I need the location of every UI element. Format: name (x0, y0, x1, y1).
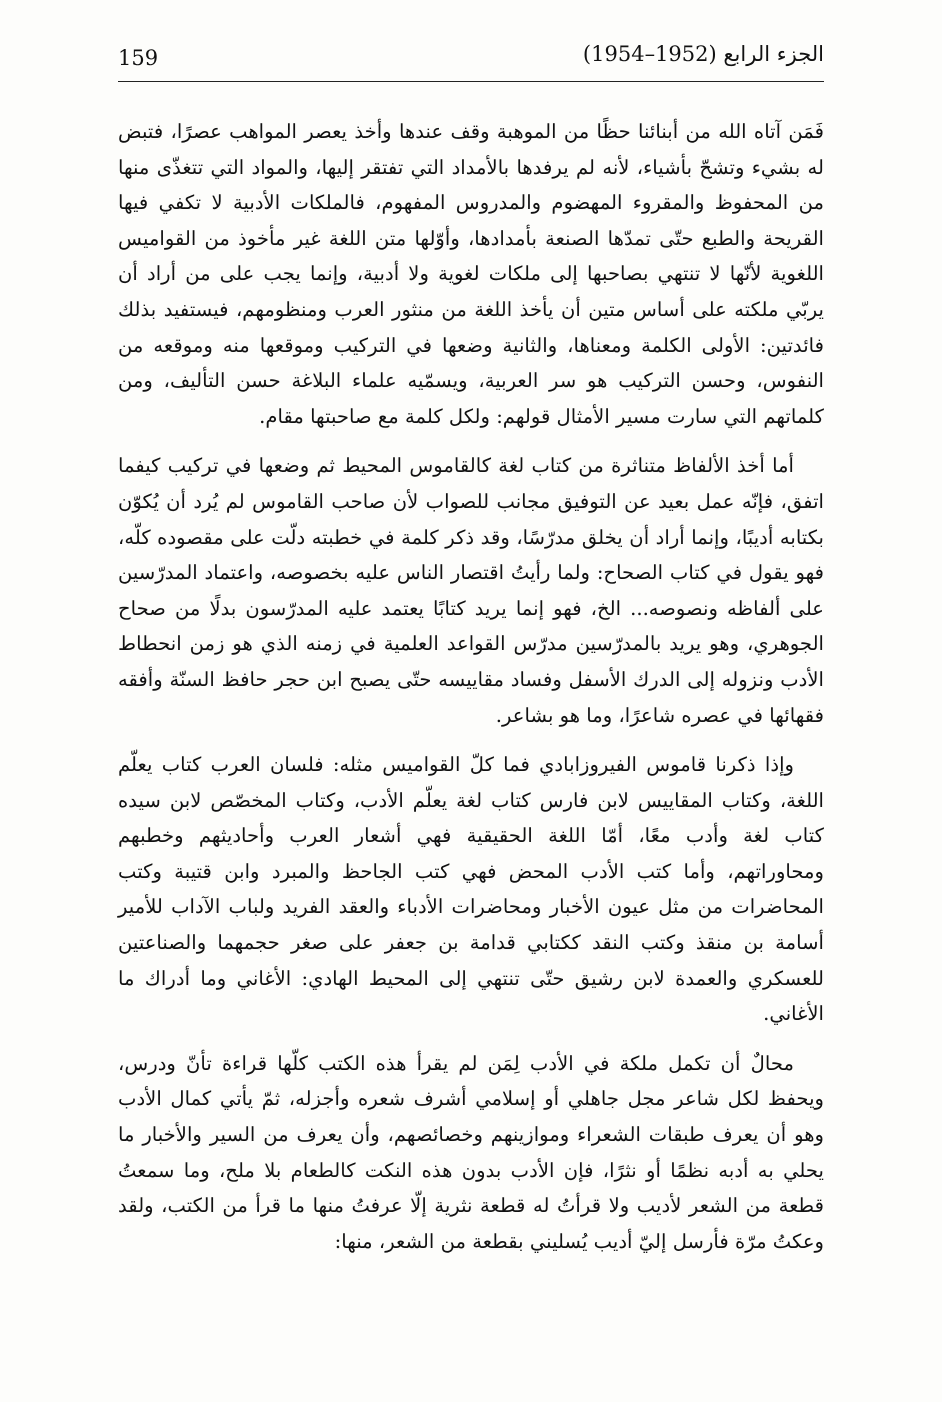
page-number: 159 (118, 46, 159, 70)
paragraph-3: وإذا ذكرنا قاموس الفيروزابادي فما كلّ القواميس مثله: فلسان العرب كتاب يعلّم اللغة، وكتاب المقاييس لابن فارس كتاب لغة يعلّم الأدب، وكتاب المخصّص لابن سيده كتاب لغة وأدب معًا، أمّا اللغة الحقيقية فهي أشعار العرب وأحاديثهم وخطبهم ومحاوراتهم، وأما كتب الأدب المحض فهي كتب الجاحظ والمبرد وابن قتيبة وكتب المحاضرات من مثل عيون الأخبار ومحاضرات الأدباء والعقد الفريد ولباب الآداب للأمير أسامة بن منقذ وكتب النقد ككتابي قدامة بن جعفر على صغر حجمهما والصناعتين للعسكري والعمدة لابن رشيق حتّى تنتهي إلى المحيط الهادي: الأغاني وما أدراك ما الأغاني. (118, 753, 824, 1026)
paragraph-1: فَمَن آتاه الله من أبنائنا حظًا من الموهبة وقف عندها وأخذ يعصر المواهب عصرًا، فتبض له بشيء وتشحّ بأشياء، لأنه لم يرفدها بالأمداد التي تفتقر إليها، والمواد التي تتغذّى منها من المحفوظ والمقروء المهضوم والمدروس المفهوم، فالملكات الأدبية لا تكفي فيها القريحة والطبع حتّى تمدّها الصنعة بأمدادها، وأوّلها متن اللغة غير مأخوذ من القواميس اللغوية لأنّها لا تنتهي بصاحبها إلى ملكات لغوية ولا أدبية، وإنما يجب على من أراد أن يربّي ملكته على أساس متين أن يأخذ اللغة من منثور العرب ومنظومهم، فيستفيد بذلك فائدتين: الأولى الكلمة ومعناها، والثانية وضعها في التركيب وموقعها منه وموقعه من النفوس، وحسن التركيب هو سر العربية، ويسمّيه علماء البلاغة حسن التأليف، ومن كلماتهم التي سارت مسير الأمثال قولهم: ولكل كلمة مع صاحبتها مقام. (118, 120, 824, 428)
paragraph-4: محالٌ أن تكمل ملكة في الأدب لِمَن لم يقرأ هذه الكتب كلّها قراءة تأنّ ودرس، ويحفظ لكل شاعر مجل جاهلي أو إسلامي أشرف شعره وأجزله، ثمّ يأتي كمال الأدب وهو أن يعرف طبقات الشعراء وموازينهم وخصائصهم، وأن يعرف من السير والأخبار ما يحلي به أدبه نظمًا أو نثرًا، فإن الأدب بدون هذه النكت كالطعام بلا ملح، وما سمعتُ قطعة من الشعر لأديب ولا قرأتُ له قطعة نثرية إلّا عرفتُ منها ما قرأ من الكتب، ولقد وعكتُ مرّة فأرسل إليّ أديب يُسليني بقطعة من الشعر، منها: (118, 1051, 824, 1253)
running-head: الجزء الرابع (1952–1954) (582, 42, 824, 66)
page-header (118, 40, 824, 84)
paragraph-2: أما أخذ الألفاظ متناثرة من كتاب لغة كالقاموس المحيط ثم وضعها في تركيب كيفما اتفق، فإنّه عمل بعيد عن التوفيق مجانب للصواب لأن صاحب القاموس لم يُرد أن يُكوّن بكتابه أديبًا، وإنما أراد أن يخلق مدرّسًا، وقد ذكر كلمة في خطبته دلّت على مقصوده كلّه، فهو يقول في كتاب الصحاح: ولما رأيتُ اقتصار الناس عليه بخصوصه، واعتماد المدرّسين على ألفاظه ونصوصه... الخ، فهو إنما يريد كتابًا يعتمد عليه المدرّسون بدلًا من صحاح الجوهري، وهو يريد بالمدرّسين مدرّس القواعد العلمية في زمنه الذي هو زمن انحطاط الأدب ونزوله إلى الدرك الأسفل وفساد مقاييسه حتّى يصبح ابن حجر حافظ السنّة وأفقه فقهائها في عصره شاعرًا، وما هو بشاعر. (118, 454, 824, 727)
body-text (118, 114, 824, 1259)
header-rule (118, 81, 824, 82)
